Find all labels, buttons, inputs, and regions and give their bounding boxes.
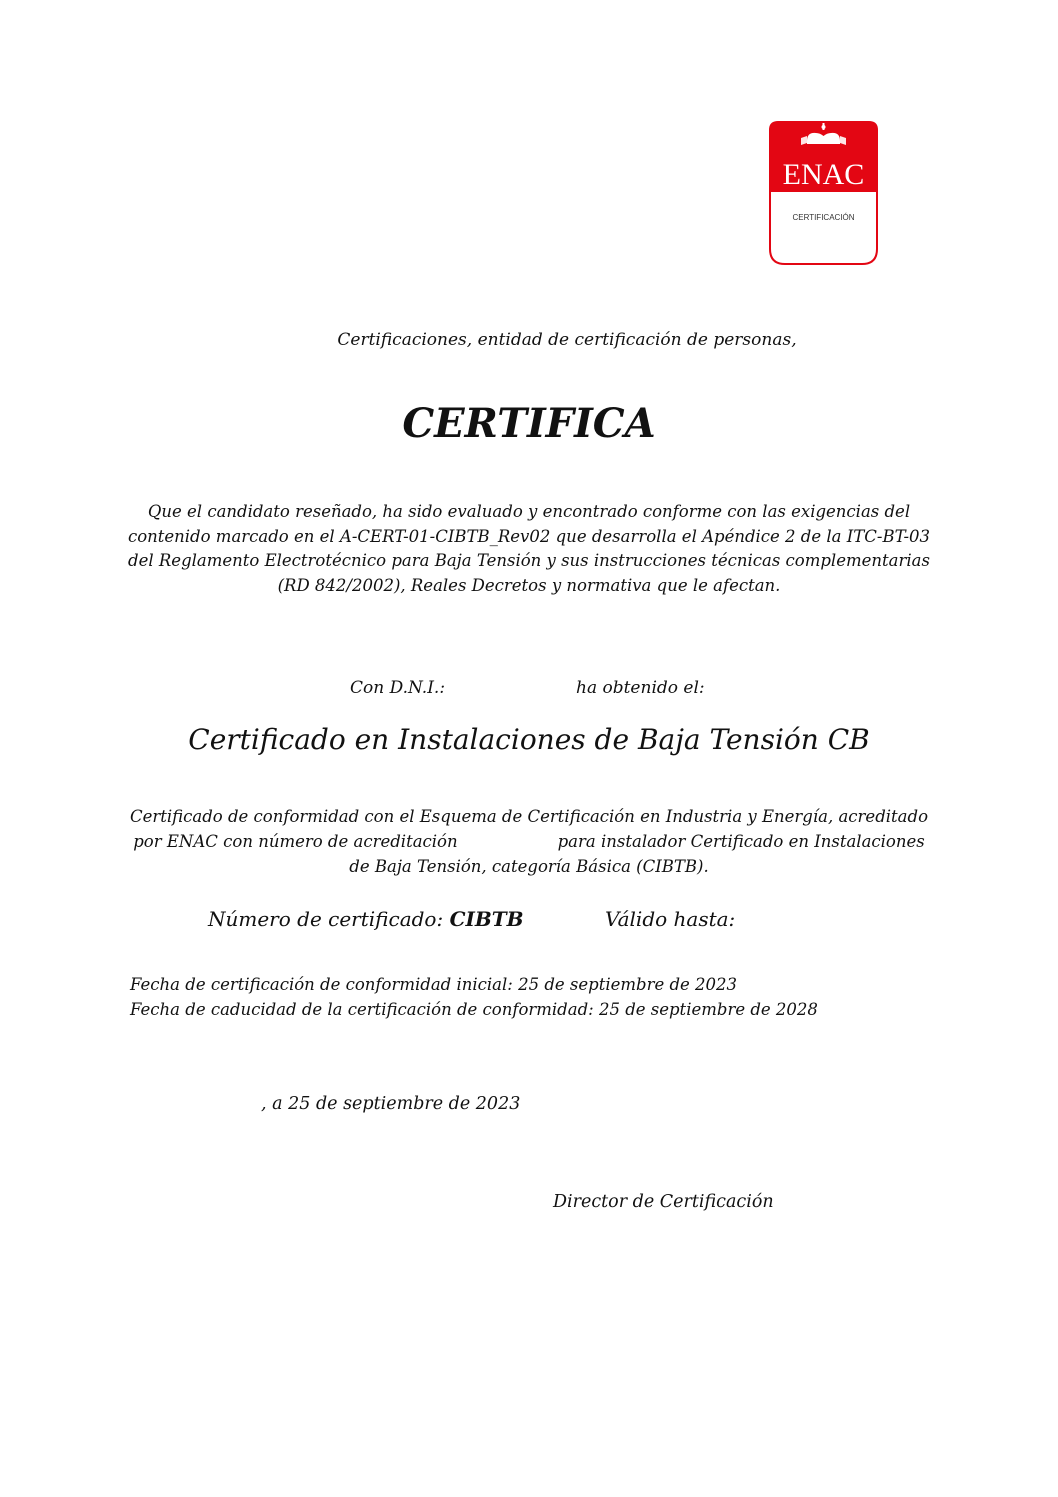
dni-label: Con D.N.I.: <box>350 678 446 698</box>
place-and-date: , a 25 de septiembre de 2023 <box>261 1094 521 1114</box>
initial-date-line: Fecha de certificación de conformidad inicial: 25 de septiembre de 2023 <box>130 975 738 994</box>
issuing-entity-line: Certificaciones, entidad de certificación de personas, <box>337 330 797 350</box>
statement-line: contenido marcado en el A-CERT-01-CIBTB_Rev02 que desarrolla el Apéndice 2 de la ITC-BT-03 <box>127 526 931 546</box>
signer-title: Director de Certificación <box>553 1192 774 1212</box>
certificate-number-label: Número de certificado: <box>208 907 444 931</box>
seal-brand: ENAC <box>782 158 865 191</box>
certification-dates <box>130 973 818 1022</box>
certification-statement <box>120 500 938 598</box>
expiry-date-line: Fecha de caducidad de la certificación de conformidad: 25 de septiembre de 2028 <box>130 999 818 1019</box>
seal-label: CERTIFICACIÓN <box>792 213 855 222</box>
certificate-number-value: CIBTB <box>449 907 524 931</box>
statement-line: (RD 842/2002), Reales Decretos y normativa que le afectan. <box>277 575 781 595</box>
statement-line: Que el candidato reseñado, ha sido evaluado y encontrado conforme con las exigencias del <box>147 502 911 521</box>
document-title: CERTIFICA <box>402 400 656 447</box>
certificate-number <box>208 907 524 931</box>
conformity-paragraph <box>120 804 938 879</box>
valid-until-label: Válido hasta: <box>605 907 736 931</box>
installer-category-text: para instalador Certificado en Instalaciones <box>557 832 925 851</box>
statement-line: del Reglamento Electrotécnico para Baja Tensión y sus instrucciones técnicas complementarias <box>128 551 930 570</box>
conformity-line <box>120 829 938 854</box>
conformity-line: de Baja Tensión, categoría Básica (CIBTB). <box>349 857 709 876</box>
certificate-name: Certificado en Instalaciones de Baja Tensión CB <box>188 723 870 756</box>
accreditation-number-label: por ENAC con número de acreditación <box>133 832 458 851</box>
conformity-line: Certificado de conformidad con el Esquema de Certificación en Industria y Energía, acreditado <box>129 807 929 826</box>
enac-certification-seal <box>769 121 878 265</box>
obtained-label: ha obtenido el: <box>576 678 705 698</box>
